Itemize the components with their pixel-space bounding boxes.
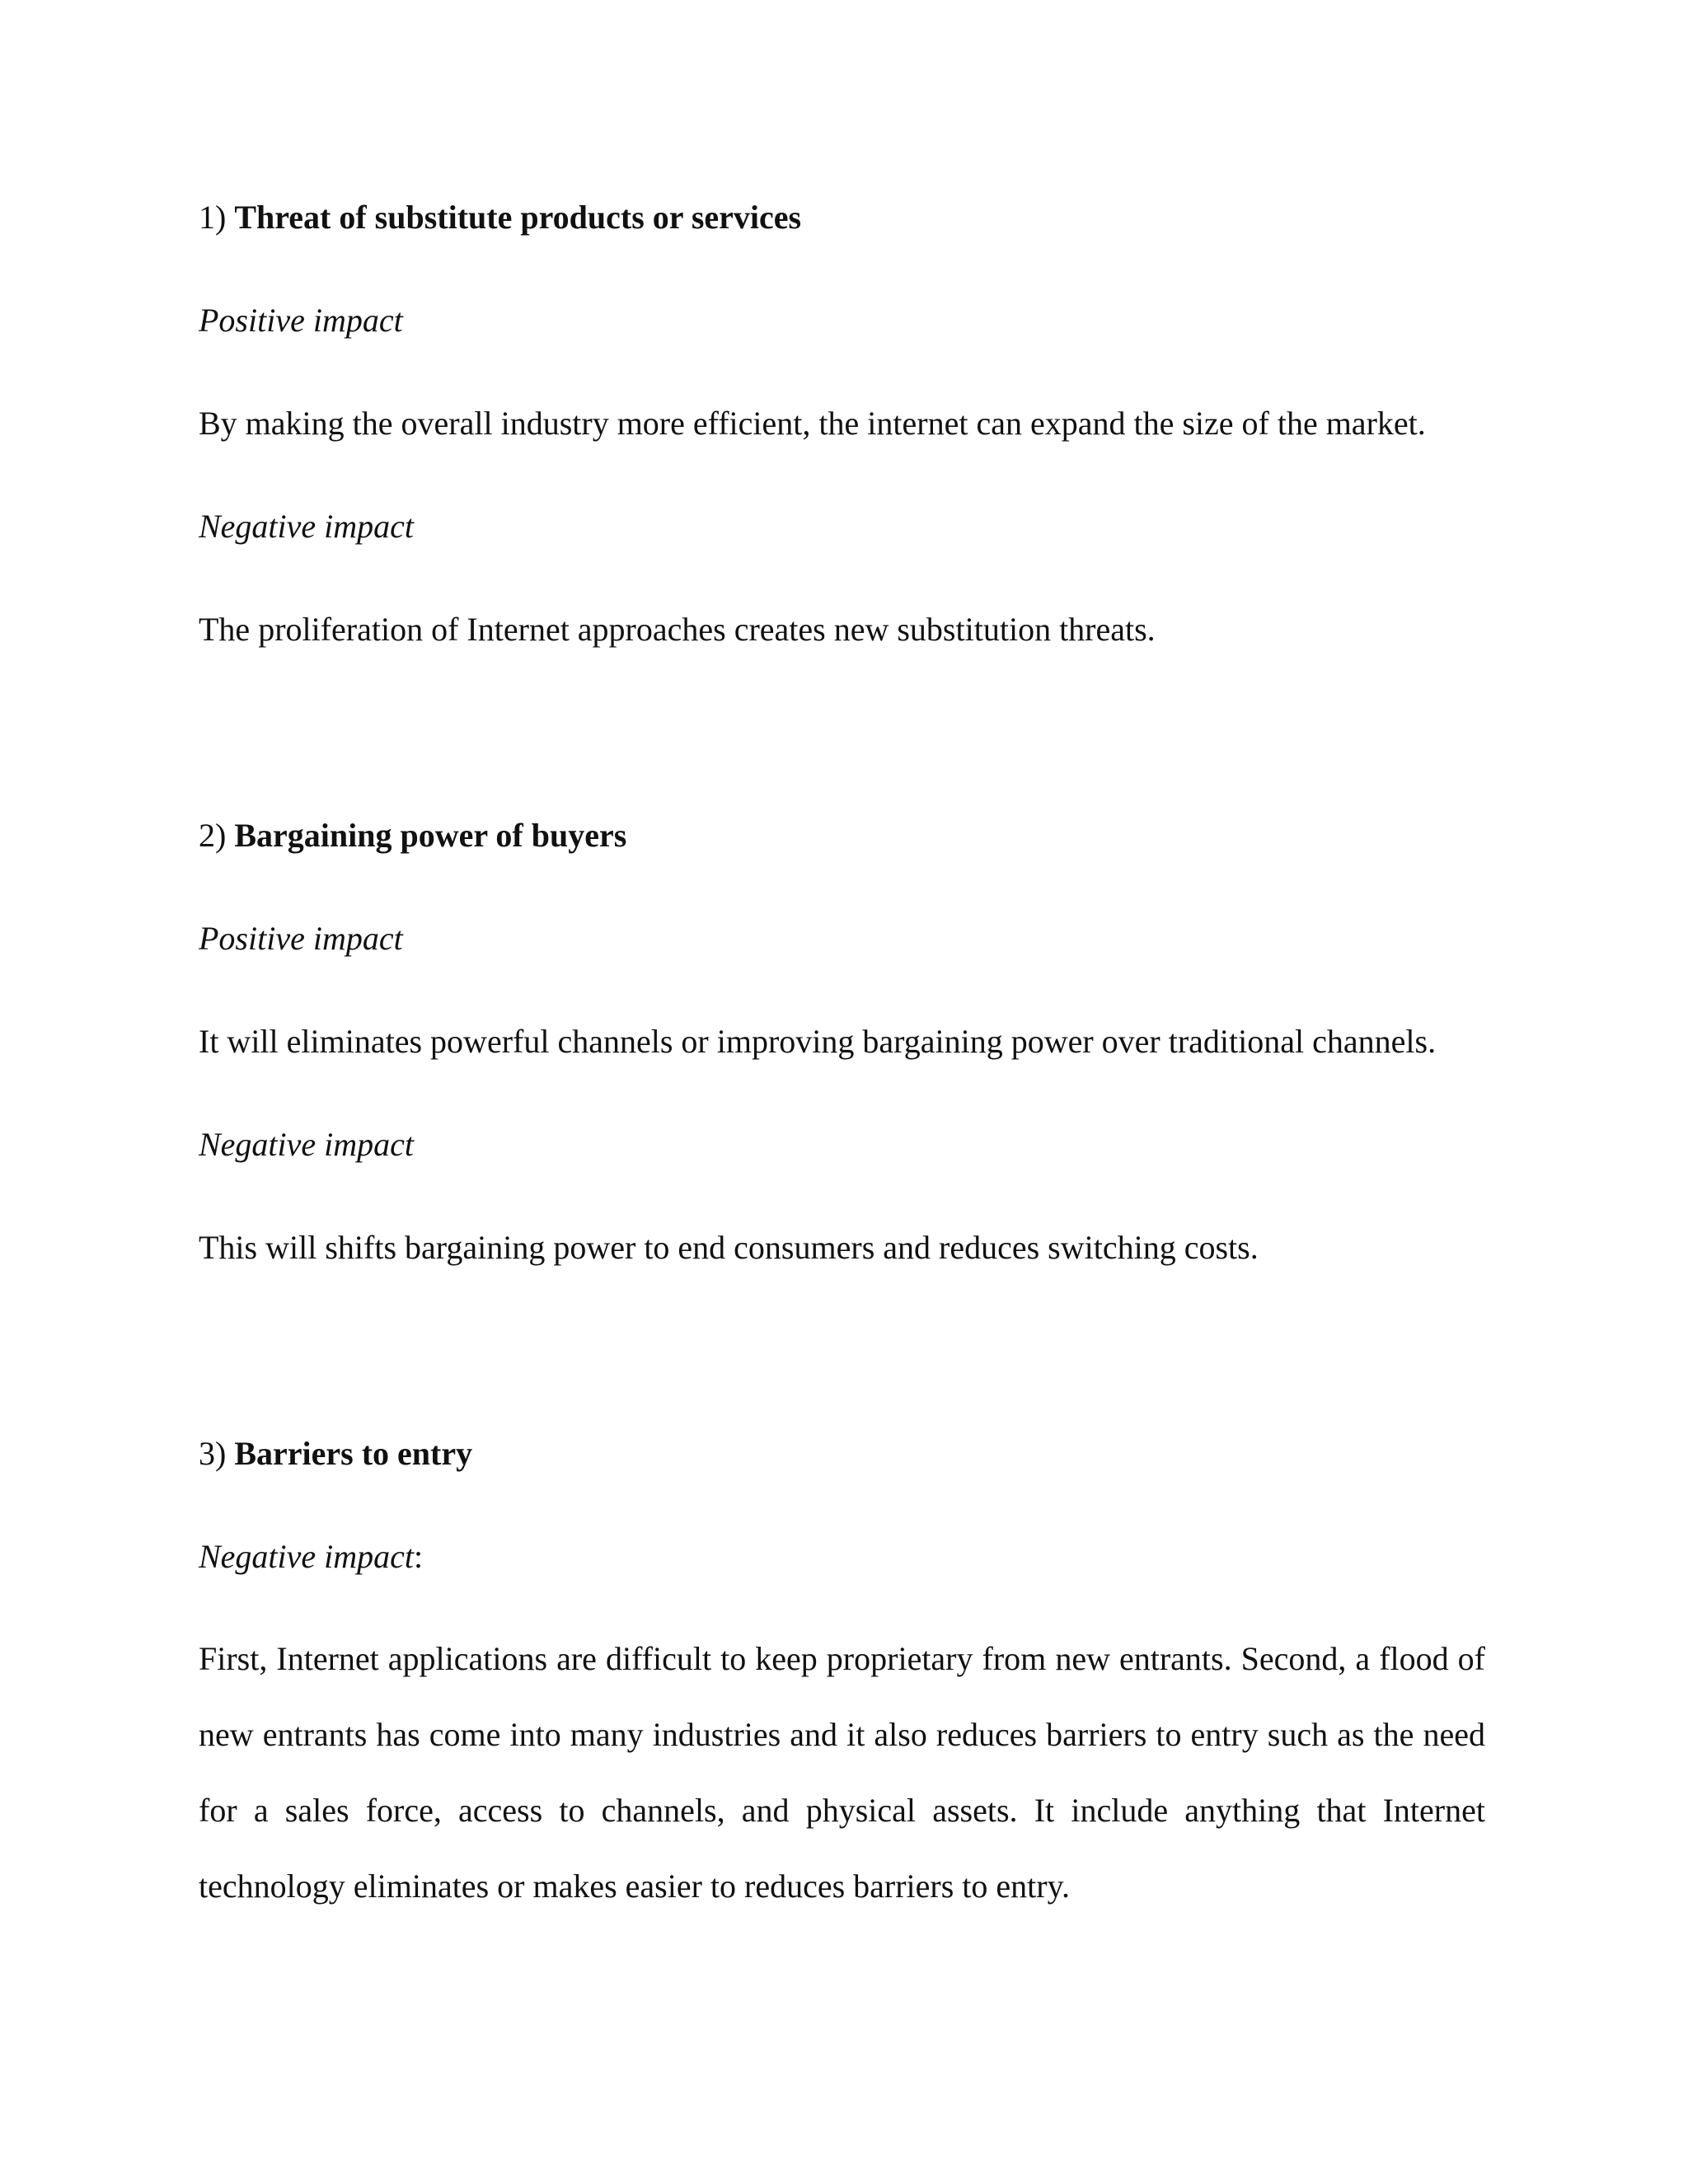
section-1-positive-label: Positive impact xyxy=(199,302,403,339)
section-1-positive-text: By making the overall industry more efficient, the internet can expand the size of the market. xyxy=(199,405,1426,442)
section-2-number: 2) xyxy=(199,817,227,854)
section-3-paragraph-line-3: for a sales force, access to channels, and physical assets. It include anything that Internet xyxy=(199,1792,1485,1829)
section-1-negative-label: Negative impact xyxy=(199,508,415,545)
section-1-title: Threat of substitute products or services xyxy=(234,199,802,236)
section-2-negative-label: Negative impact xyxy=(199,1126,415,1163)
section-3-paragraph-line-2: new entrants has come into many industries and it also reduces barriers to entry such as the need xyxy=(199,1716,1485,1753)
section-3-paragraph-line-1: First, Internet applications are difficult to keep proprietary from new entrants. Second, a flood of xyxy=(199,1640,1485,1677)
section-2-positive-text: It will eliminates powerful channels or improving bargaining power over traditional channels. xyxy=(199,1023,1437,1060)
section-3-negative-label-line xyxy=(199,1540,423,1573)
section-3-title: Barriers to entry xyxy=(234,1435,473,1472)
section-2-heading xyxy=(199,819,626,852)
section-3-heading xyxy=(199,1437,472,1470)
section-1-negative-text: The proliferation of Internet approaches creates new substitution threats. xyxy=(199,611,1156,648)
section-3-negative-suffix: : xyxy=(414,1538,424,1575)
section-2-title: Bargaining power of buyers xyxy=(234,817,627,854)
section-2-negative-text: This will shifts bargaining power to end consumers and reduces switching costs. xyxy=(199,1229,1259,1266)
section-1-heading xyxy=(199,201,801,234)
section-2-positive-label: Positive impact xyxy=(199,920,403,957)
section-3-negative-label: Negative impact xyxy=(199,1538,415,1575)
section-3-number: 3) xyxy=(199,1435,227,1472)
section-1-number: 1) xyxy=(199,199,227,236)
section-3-paragraph-line-4: technology eliminates or makes easier to reduces barriers to entry. xyxy=(199,1868,1071,1905)
